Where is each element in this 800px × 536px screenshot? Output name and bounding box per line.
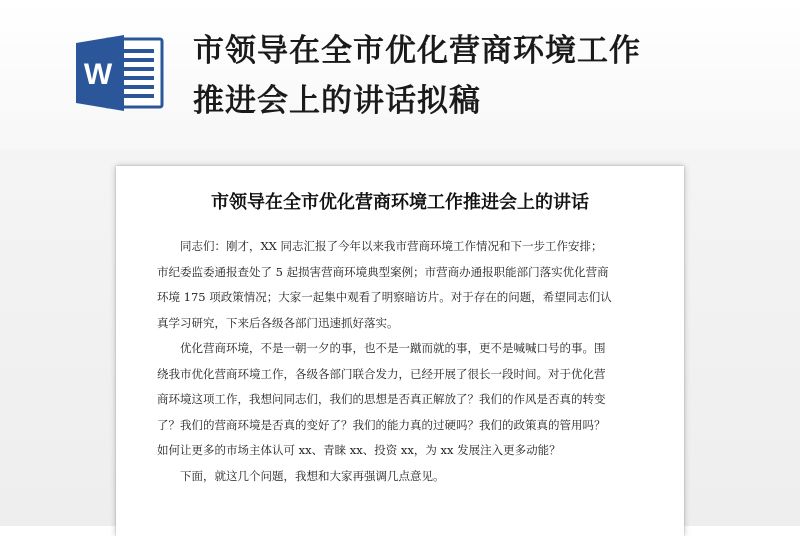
document-page	[116, 166, 684, 536]
body-line: 同志们：刚才，XX 同志汇报了今年以来我市营商环境工作情况和下一步工作安排；	[180, 239, 603, 253]
document-body	[157, 234, 641, 489]
page-title-line-1: 市领导在全市优化营商环境工作	[193, 33, 641, 69]
body-line: 商环境这项工作，我想问同志们，我们的思想是否真正解放了？我们的作风是否真的转变	[157, 392, 606, 406]
body-line: 如何让更多的市场主体认可 xx、青睐 xx、投资 xx，为 xx 发展注入更多动能？	[157, 443, 561, 457]
body-line: 市纪委监委通报查处了 5 起损害营商环境典型案例；市营商办通报职能部门落实优化营商	[157, 264, 609, 279]
body-line: 环境 175 项政策情况；大家一起集中观看了明察暗访片。对于存在的问题，希望同志们认	[157, 290, 612, 304]
body-line: 优化营商环境，不是一朝一夕的事，也不是一蹴而就的事，更不是喊喊口号的事。围	[180, 341, 606, 355]
body-line: 绕我市优化营商环境工作，各级各部门联合发力，已经开展了很长一段时间。对于优化营	[157, 366, 606, 381]
body-line: 了？我们的营商环境是否真的变好了？我们的能力真的过硬吗？我们的政策真的管用吗？	[157, 417, 606, 432]
page-title	[193, 26, 783, 126]
word-icon-letter: W	[83, 58, 113, 91]
word-document-icon	[76, 33, 168, 113]
body-line: 真学习研究，下来后各级各部门迅速抓好落实。	[157, 315, 399, 330]
body-line: 下面，就这几个问题，我想和大家再强调几点意见。	[180, 468, 445, 483]
document-title: 市领导在全市优化营商环境工作推进会上的讲话	[211, 192, 589, 213]
header-banner	[0, 0, 800, 150]
page-title-line-2: 推进会上的讲话拟稿	[193, 83, 481, 119]
